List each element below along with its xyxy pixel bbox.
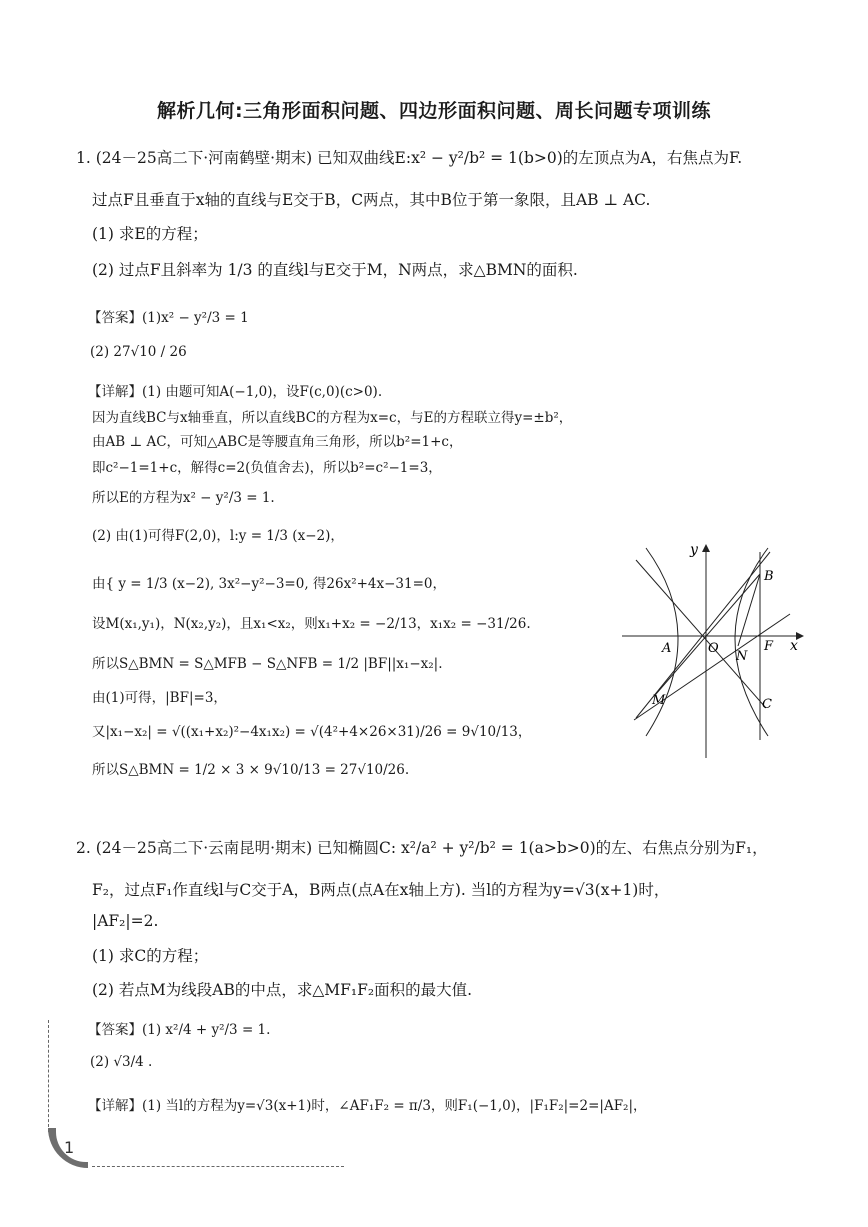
p2-question-line-3: |AF₂|=2. [92,912,159,930]
hyperbola-figure [618,540,818,760]
x-axis-label: x [790,638,798,654]
p1-detail-line-6: (2) 由(1)可得F(2,0)，l:y = 1/3 (x−2)， [92,528,344,544]
p1-question-part-1: (1) 求E的方程； [92,225,208,243]
y-axis-label: y [690,542,698,558]
p1-detail-line-5: 所以E的方程为x² − y²/3 = 1. [92,490,275,506]
p1-detail-line-9: 所以S△BMN = S△MFB − S△NFB = 1/2 |BF||x₁−x₂|. [92,656,443,672]
line-bn [738,574,760,646]
p1-detail-line-4: 即c²−1=1+c，解得c=2(负值舍去)，所以b²=c²−1=3， [92,460,442,476]
p1-question-line-1: 1. (24－25高二下·河南鹤壁·期末) 已知双曲线E:x² − y²/b² = 1(b>0)的左顶点为A，右焦点为F. [76,149,743,167]
p1-answer-line-1: 【答案】(1)x² − y²/3 = 1 [88,310,249,326]
p2-question-line-2: F₂，过点F₁作直线l与C交于A，B两点(点A在x轴上方). 当l的方程为y=√3(x+1)时， [92,881,670,899]
p1-question-part-2: (2) 过点F且斜率为 1/3 的直线l与E交于M，N两点，求△BMN的面积. [92,261,578,279]
p1-detail-line-11: 又|x₁−x₂| = √((x₁+x₂)²−4x₁x₂) = √(4²+4×26×31)/26 = 9√10/13， [92,724,532,740]
p1-answer-line-2: (2) 27√10 / 26 [90,344,187,360]
page-title: 解析几何:三角形面积问题、四边形面积问题、周长问题专项训练 [156,100,712,122]
point-a-label: A [662,641,672,656]
p2-detail-line-1: 【详解】(1) 当l的方程为y=√3(x+1)时，∠AF₁F₂ = π/3，则F₁(−1,0)，|F₁F₂|=2=|AF₂|， [88,1098,647,1114]
point-b-label: B [764,569,774,584]
p2-question-part-1: (1) 求C的方程； [92,947,209,965]
p1-detail-line-10: 由(1)可得，|BF|=3， [92,690,227,706]
point-m-label: M [652,693,666,708]
p2-question-line-1: 2. (24－25高二下·云南昆明·期末) 已知椭圆C: x²/a² + y²/b² = 1(a>b>0)的左、右焦点分别为F₁， [76,839,768,857]
p1-detail-line-8: 设M(x₁,y₁)，N(x₂,y₂)，且x₁<x₂，则x₁+x₂ = −2/13，x₁x₂ = −31/26. [92,616,531,632]
p2-question-part-2: (2) 若点M为线段AB的中点，求△MF₁F₂面积的最大值. [92,981,472,999]
footer-dashed-line [92,1166,344,1167]
p1-detail-line-3: 由AB ⊥ AC，可知△ABC是等腰直角三角形，所以b²=1+c， [92,434,463,450]
p1-question-line-2: 过点F且垂直于x轴的直线与E交于B，C两点，其中B位于第一象限，且AB ⊥ AC. [92,191,651,209]
y-axis-arrow [702,544,710,552]
line-through-a-c [636,560,766,708]
p1-detail-line-1: 【详解】(1) 由题可知A(−1,0)，设F(c,0)(c>0). [88,384,383,400]
point-c-label: C [762,697,772,712]
p2-answer-line-2: (2) √3/4 . [90,1054,153,1070]
point-n-label: N [736,649,748,664]
p1-detail-line-2: 因为直线BC与x轴垂直，所以直线BC的方程为x=c，与E的方程联立得y=±b²， [92,410,573,426]
page-number: 1 [64,1138,75,1157]
p1-detail-line-7: 由{ y = 1/3 (x−2), 3x²−y²−3=0, 得26x²+4x−31=0， [92,576,447,592]
point-o-label: O [708,641,719,656]
point-f-label: F [764,639,774,654]
footer-dashed-vertical [48,1020,49,1132]
line-bm [656,574,760,694]
p1-detail-line-12: 所以S△BMN = 1/2 × 3 × 9√10/13 = 27√10/26. [92,762,410,778]
p2-answer-line-1: 【答案】(1) x²/4 + y²/3 = 1. [88,1022,271,1038]
